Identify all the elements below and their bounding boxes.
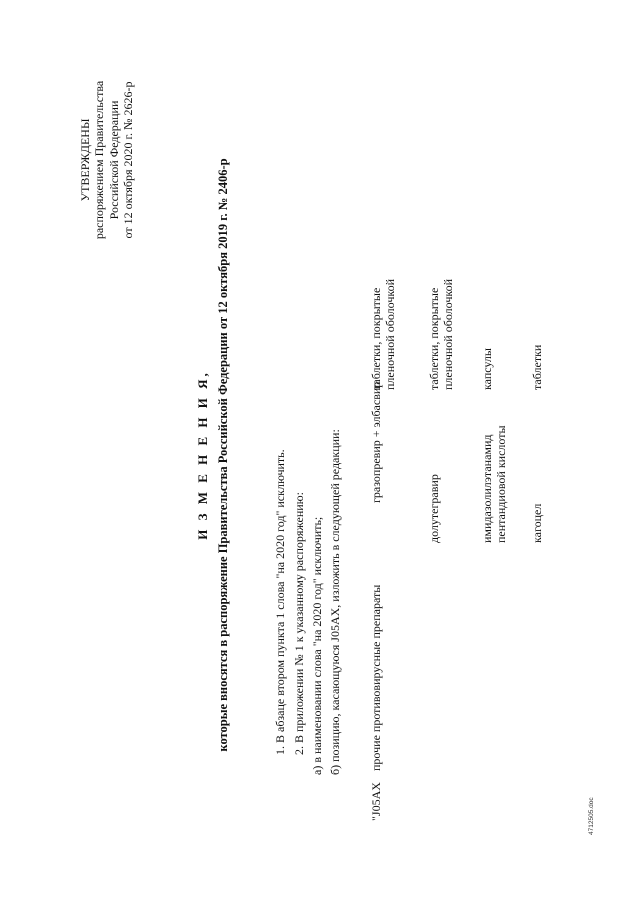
table-drug-cell: имидазолилэтанамид пентандиовой кислоты: [480, 425, 509, 543]
document-subtitle: которые вносятся в распоряжение Правительства Российской Федерации от 12 октября 2019 г. № 2406-р: [216, 158, 230, 752]
table-group-cell: прочие противовирусные препараты: [369, 584, 383, 771]
table-form-cell: таблетки, покрытые пленочной оболочкой: [427, 278, 456, 390]
table-form-cell: таблетки, покрытые пленочной оболочкой: [369, 278, 398, 390]
table-code-cell: "J05AX: [369, 782, 383, 821]
approval-line-3: Российской Федерации: [106, 100, 121, 220]
approval-line-1: УТВЕРЖДЕНЫ: [78, 118, 92, 202]
file-name-footer: 4712505.doc: [588, 797, 595, 835]
paragraph-1: 1. В абзаце втором пункта 1 слова "на 2020 год" исключить.: [273, 449, 287, 755]
table-drug-cell: кагоцел: [530, 503, 544, 543]
paragraph-b: б) позицию, касающуюся J05AX, изложить в следующей редакции:: [328, 429, 342, 775]
approval-line-4: от 12 октября 2020 г. № 2626-р: [121, 81, 136, 239]
document-title: И З М Е Н Е Н И Я,: [195, 370, 210, 540]
table-drug-cell: долутегравир: [427, 474, 441, 543]
paragraph-a: а) в наименовании слова "на 2020 год" исключить;: [310, 516, 324, 775]
approval-block: [78, 35, 136, 285]
table-form-cell: таблетки: [530, 344, 544, 390]
table-form-cell: капсулы: [480, 348, 494, 390]
paragraph-2: 2. В приложении № 1 к указанному распоряжению:: [292, 492, 306, 755]
approval-line-2: распоряжением Правительства: [92, 80, 107, 240]
table-drug-cell: гразопревир + элбасвир: [369, 381, 383, 503]
